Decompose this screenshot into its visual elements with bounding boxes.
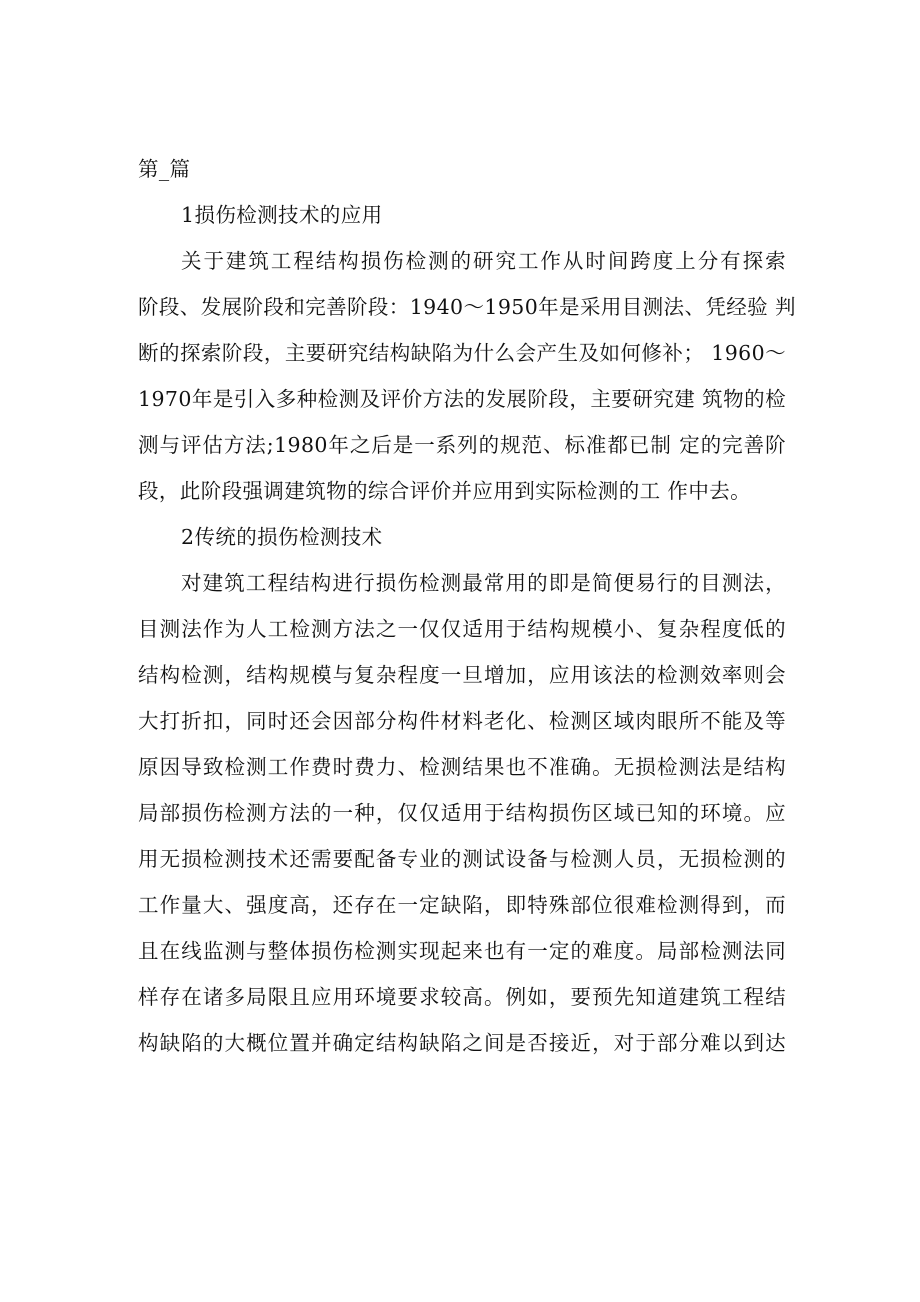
paragraph-line: 结构检测，结构规模与复杂程度一旦增加，应用该法的检测效率则会 <box>138 663 786 687</box>
paragraph-line: 用无损检测技术还需要配备专业的测试设备与检测人员，无损检测的 <box>138 847 786 871</box>
paragraph-line: 构缺陷的大概位置并确定结构缺陷之间是否接近，对于部分难以到达 <box>138 1031 786 1055</box>
paragraph-line: 且在线监测与整体损伤检测实现起来也有一定的难度。局部检测法同 <box>138 939 786 963</box>
paragraph-line: 关于建筑工程结构损伤检测的研究工作从时间跨度上分有探索 <box>181 249 786 273</box>
paragraph-line: 断的探索阶段，主要研究结构缺陷为什么会产生及如何修补； 1960〜 <box>138 341 786 365</box>
paragraph-line: 段，此阶段强调建筑物的综合评价并应用到实际检测的工 作中去。 <box>138 479 752 503</box>
paragraph-line: 测与评估方法;1980年之后是一系列的规范、标准都已制 定的完善阶 <box>138 433 786 457</box>
section-heading-2: 2传统的损伤检测技术 <box>181 525 383 549</box>
paragraph-line: 样存在诸多局限且应用环境要求较高。例如，要预先知道建筑工程结 <box>138 985 786 1009</box>
paragraph-line: 阶段、发展阶段和完善阶段：1940〜1950年是采用目测法、凭经验 判 <box>138 295 796 319</box>
paragraph-line: 1970年是引入多种检测及评价方法的发展阶段，主要研究建 筑物的检 <box>138 387 786 411</box>
document-header: 第_篇 <box>138 157 191 181</box>
paragraph-line: 目测法作为人工检测方法之一仅仅适用于结构规模小、复杂程度低的 <box>138 617 786 641</box>
paragraph-line: 对建筑工程结构进行损伤检测最常用的即是简便易行的目测法， <box>181 571 786 595</box>
paragraph-line: 原因导致检测工作费时费力、检测结果也不准确。无损检测法是结构 <box>138 755 786 779</box>
paragraph-line: 工作量大、强度高，还存在一定缺陷，即特殊部位很难检测得到，而 <box>138 893 786 917</box>
paragraph-line: 局部损伤检测方法的一种，仅仅适用于结构损伤区域已知的环境。应 <box>138 801 786 825</box>
section-heading-1: 1损伤检测技术的应用 <box>181 203 383 227</box>
paragraph-line: 大打折扣，同时还会因部分构件材料老化、检测区域肉眼所不能及等 <box>138 709 786 733</box>
